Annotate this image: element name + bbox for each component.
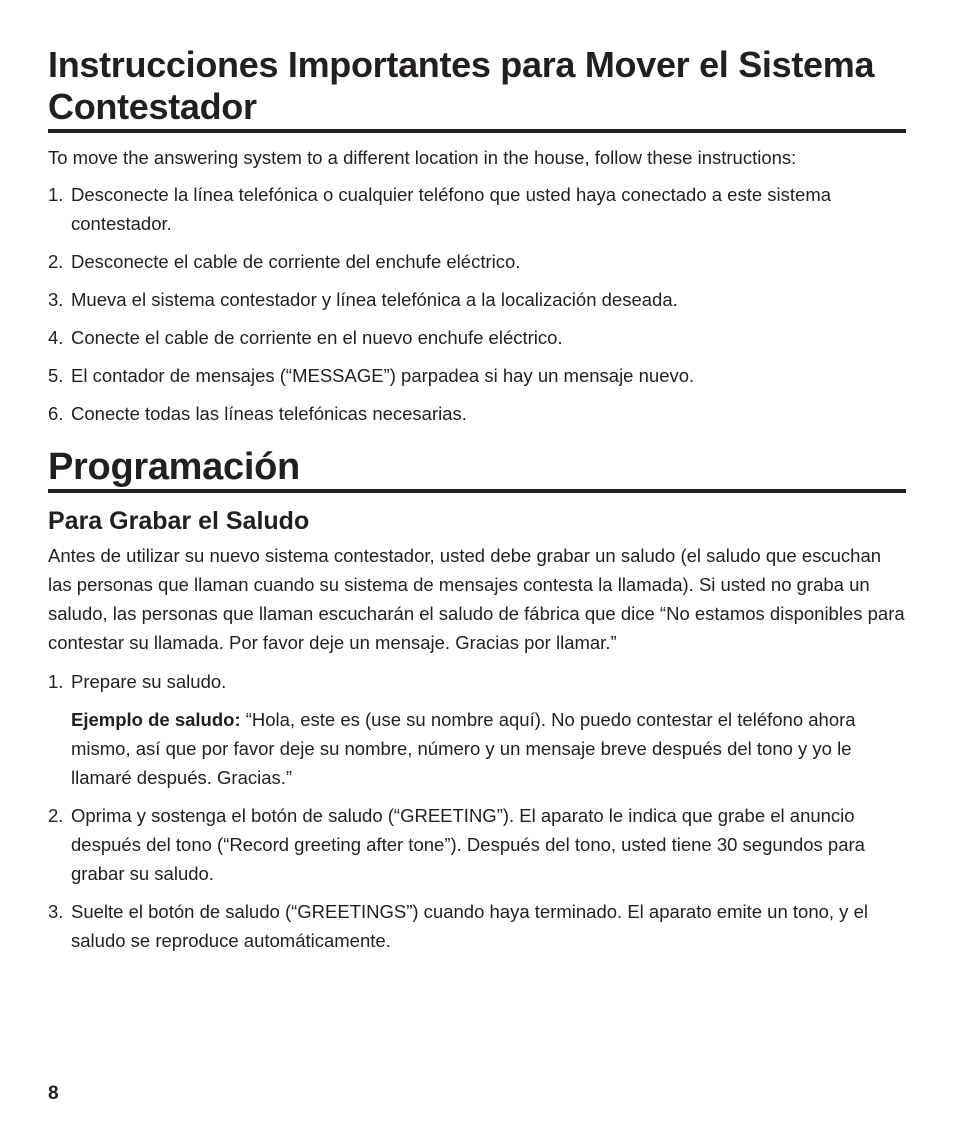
step-number: 1. (48, 184, 64, 205)
step-text: Conecte todas las líneas telefónicas necesarias. (71, 403, 467, 424)
list-item (48, 180, 906, 238)
step-number: 2. (48, 805, 64, 826)
greeting-example (71, 705, 906, 792)
list-item (48, 399, 906, 428)
page-number: 8 (48, 1083, 59, 1104)
greeting-steps-list-continued (48, 801, 906, 955)
example-label: Ejemplo de saludo: (71, 709, 241, 730)
list-item (48, 247, 906, 276)
list-item (48, 285, 906, 314)
list-item (48, 361, 906, 390)
moving-intro: To move the answering system to a different location in the house, follow these instructions: (48, 147, 797, 168)
step-text: Mueva el sistema contestador y línea telefónica a la localización deseada. (71, 289, 678, 310)
step-number: 3. (48, 289, 64, 310)
list-item (48, 897, 906, 955)
list-item (48, 801, 906, 888)
step-text: El contador de mensajes (“MESSAGE”) parpadea si hay un mensaje nuevo. (71, 365, 695, 386)
moving-steps-list (48, 180, 906, 428)
step-text: Conecte el cable de corriente en el nuevo enchufe eléctrico. (71, 327, 563, 348)
subsection-title-greeting: Para Grabar el Saludo (48, 507, 310, 535)
step-number: 1. (48, 671, 64, 692)
example-text: “Hola, este es (use su nombre aquí). No puedo contestar el teléfono ahora mismo, así que por favor deje su nombre, número y un mensaje breve después del tono y yo le llamaré después. Gracias.” (71, 709, 856, 788)
step-number: 2. (48, 251, 64, 272)
section-title-programming: Programación (48, 446, 906, 493)
greeting-steps-list (48, 667, 906, 696)
step-text: Prepare su saludo. (71, 671, 227, 692)
step-number: 5. (48, 365, 64, 386)
page-content (48, 44, 906, 964)
step-text: Desconecte el cable de corriente del enchufe eléctrico. (71, 251, 521, 272)
section-title-moving: Instrucciones Importantes para Mover el Sistema Contestador (48, 44, 906, 133)
step-number: 6. (48, 403, 64, 424)
step-text: Oprima y sostenga el botón de saludo (“GREETING”). El aparato le indica que grabe el anuncio después del tono (“Record greeting after tone”). Después del tono, usted tiene 30 segundos para grabar su saludo. (71, 805, 865, 884)
list-item (48, 667, 906, 696)
step-number: 4. (48, 327, 64, 348)
step-text: Desconecte la línea telefónica o cualquier teléfono que usted haya conectado a este sistema contestador. (71, 184, 832, 234)
list-item (48, 323, 906, 352)
step-number: 3. (48, 901, 64, 922)
step-text: Suelte el botón de saludo (“GREETINGS”) cuando haya terminado. El aparato emite un tono, y el saludo se reproduce automáticamente. (71, 901, 868, 951)
greeting-intro: Antes de utilizar su nuevo sistema contestador, usted debe grabar un saludo (el saludo que escuchan las personas que llaman cuando su sistema de mensajes contesta la llamada). Si usted no graba un saludo, las personas que llaman escucharán el saludo de fábrica que dice “No estamos disponibles para contestar su llamada. Por favor deje un mensaje. Gracias por llamar.” (48, 545, 905, 653)
